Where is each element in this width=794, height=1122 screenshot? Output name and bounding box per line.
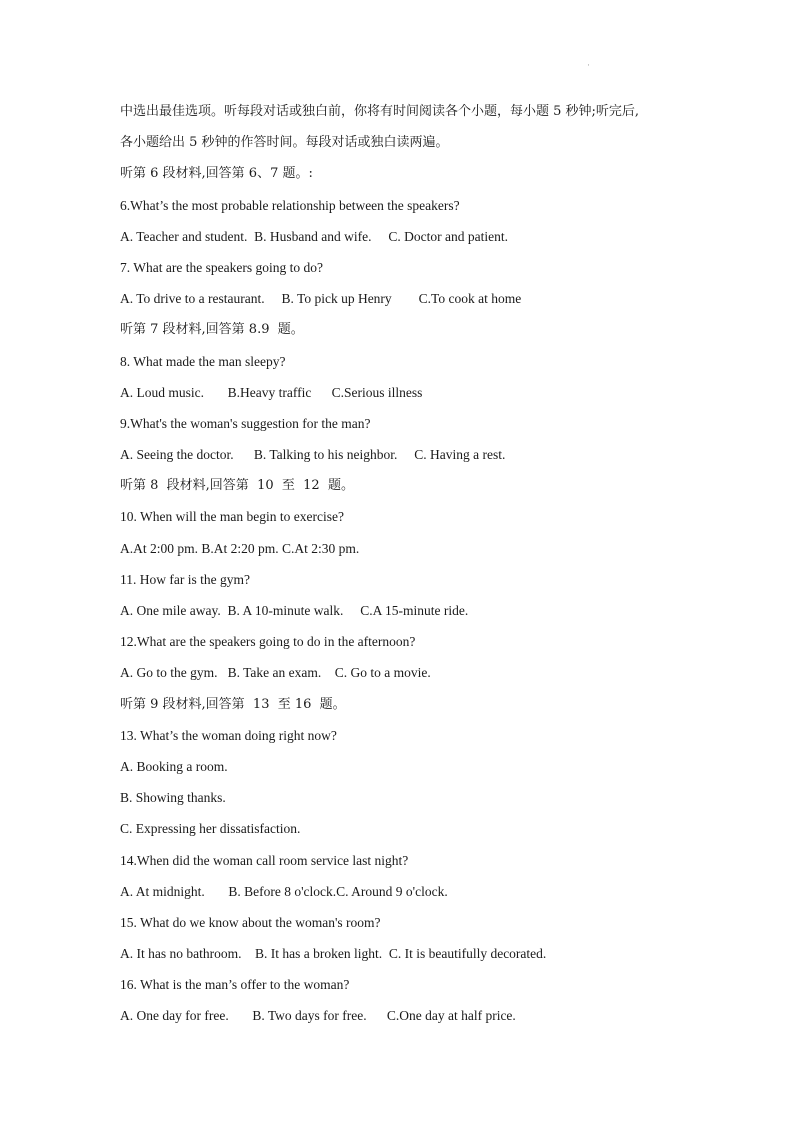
question-16-options: A. One day for free. B. Two days for free. C.One day at half price. xyxy=(120,1008,516,1024)
question-7: 7. What are the speakers going to do? xyxy=(120,259,323,275)
question-16: 16. What is the man’s offer to the woman? xyxy=(120,977,350,993)
question-13-option-a: A. Booking a room. xyxy=(120,758,228,774)
question-9-options: A. Seeing the doctor. B. Talking to his neighbor. C. Having a rest. xyxy=(120,447,506,463)
question-13: 13. What’s the woman doing right now? xyxy=(120,727,337,743)
question-11: 11. How far is the gym? xyxy=(120,571,250,587)
question-12: 12.What are the speakers going to do in the afternoon? xyxy=(120,634,416,650)
question-8-options: A. Loud music. B.Heavy traffic C.Serious illness xyxy=(120,384,423,400)
question-11-options: A. One mile away. B. A 10-minute walk. C.A 15-minute ride. xyxy=(120,603,469,618)
question-7-options: A. To drive to a restaurant. B. To pick up Henry C.To cook at home xyxy=(120,291,522,307)
question-15: 15. What do we know about the woman's room? xyxy=(120,914,381,930)
question-10: 10. When will the man begin to exercise? xyxy=(120,509,344,525)
section-header-material-7: 听第 7 段材料,回答第 8.9 题。 xyxy=(120,322,304,338)
question-14: 14.When did the woman call room service last night? xyxy=(120,852,409,868)
question-13-option-b: B. Showing thanks. xyxy=(120,790,226,806)
question-13-option-c: C. Expressing her dissatisfaction. xyxy=(120,821,301,837)
exam-content xyxy=(120,100,690,1036)
section-header-material-6: 听第 6 段材料,回答第 6、7 题。: xyxy=(120,166,313,182)
page-corner-mark: · xyxy=(587,60,590,70)
instruction-line-1: 中选出最佳选项。听每段对话或独白前，你将有时间阅读各个小题，每小题 5 秒钟;听完后, xyxy=(120,104,640,119)
instruction-line-2: 各小题给出 5 秒钟的作答时间。每段对话或独白读两遍。 xyxy=(120,135,449,151)
question-8: 8. What made the man sleepy? xyxy=(120,353,286,369)
question-12-options: A. Go to the gym. B. Take an exam. C. Go to a movie. xyxy=(120,665,431,681)
question-15-options: A. It has no bathroom. B. It has a broken light. C. It is beautifully decorated. xyxy=(120,946,547,962)
section-header-material-8: 听第 8 段材料,回答第 10 至 12 题。 xyxy=(120,478,354,494)
question-6-options: A. Teacher and student. B. Husband and wife. C. Doctor and patient. xyxy=(120,228,508,244)
question-10-options: A.At 2:00 pm. B.At 2:20 pm. C.At 2:30 pm. xyxy=(120,540,360,556)
question-14-options: A. At midnight. B. Before 8 o'clock.C. Around 9 o'clock. xyxy=(120,883,448,899)
question-6: 6.What’s the most probable relationship between the speakers? xyxy=(120,197,460,213)
section-header-material-9: 听第 9 段材料,回答第 13 至 16 题。 xyxy=(120,696,346,712)
question-9: 9.What's the woman's suggestion for the man? xyxy=(120,415,371,431)
